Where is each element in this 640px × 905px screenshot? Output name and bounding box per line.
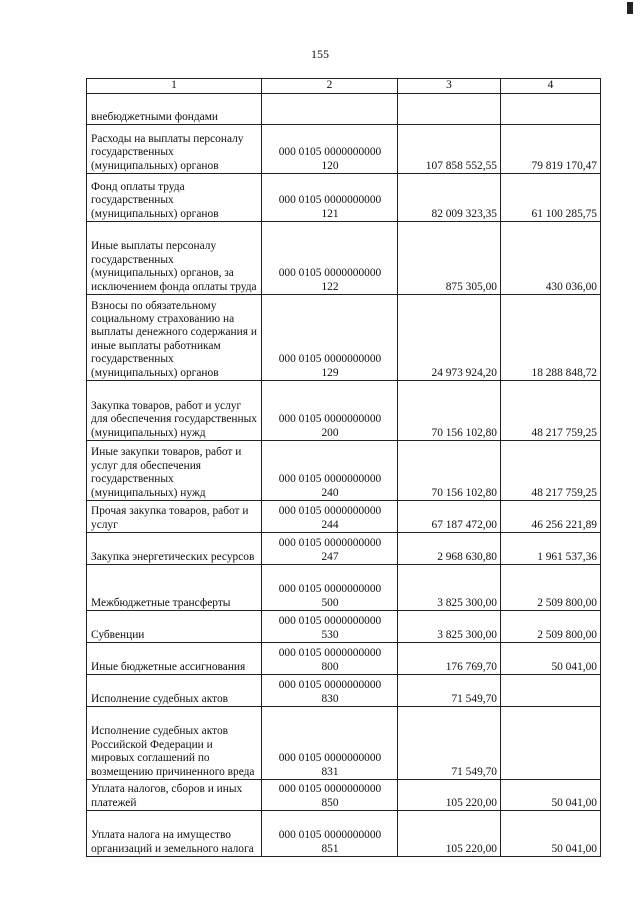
row-v3-cell: 176 769,70	[398, 643, 501, 675]
table-row	[87, 780, 601, 811]
code-prefix: 000 0105 0000000000	[278, 752, 382, 765]
code-suffix: 122	[321, 280, 339, 293]
column-header-4: 4	[501, 79, 601, 94]
code-prefix: 000 0105 0000000000	[278, 647, 382, 660]
row-v3-cell: 3 825 300,00	[398, 565, 501, 611]
budget-table	[86, 78, 601, 857]
code-prefix: 000 0105 0000000000	[278, 537, 382, 550]
row-code-cell	[262, 94, 398, 125]
row-name-cell: Исполнение судебных актов Российской Федерации и мировых соглашений по возмещению причиненного вреда	[87, 707, 262, 780]
column-header-3: 3	[398, 79, 501, 94]
row-v4-cell: 430 036,00	[501, 222, 601, 295]
code-suffix: 830	[321, 692, 339, 705]
code-suffix: 850	[321, 796, 339, 809]
table-row	[87, 811, 601, 857]
row-v4-cell: 50 041,00	[501, 780, 601, 811]
row-v3-cell: 70 156 102,80	[398, 381, 501, 441]
row-v3-cell: 71 549,70	[398, 675, 501, 707]
table-row	[87, 441, 601, 501]
row-v4-cell	[501, 707, 601, 780]
row-code-cell	[262, 611, 398, 643]
code-prefix: 000 0105 0000000000	[278, 267, 382, 280]
row-code-cell	[262, 675, 398, 707]
code-prefix: 000 0105 0000000000	[278, 194, 382, 207]
row-code-cell	[262, 811, 398, 857]
row-name-cell: Исполнение судебных актов	[87, 675, 262, 707]
code-prefix: 000 0105 0000000000	[278, 505, 382, 518]
row-v4-cell: 79 819 170,47	[501, 125, 601, 174]
table-row	[87, 125, 601, 174]
row-code-cell	[262, 222, 398, 295]
row-v4-cell	[501, 675, 601, 707]
row-v4-cell: 48 217 759,25	[501, 381, 601, 441]
row-code-cell	[262, 707, 398, 780]
table-row	[87, 295, 601, 381]
row-v3-cell: 105 220,00	[398, 780, 501, 811]
code-prefix: 000 0105 0000000000	[278, 473, 382, 486]
row-v3-cell: 82 009 323,35	[398, 174, 501, 222]
table-row	[87, 94, 601, 125]
code-suffix: 120	[321, 159, 339, 172]
code-suffix: 800	[321, 660, 339, 673]
scan-edge-mark	[627, 2, 633, 14]
row-name-cell: Межбюджетные трансферты	[87, 565, 262, 611]
table-row	[87, 565, 601, 611]
table-row	[87, 675, 601, 707]
code-suffix: 500	[321, 596, 339, 609]
code-prefix: 000 0105 0000000000	[278, 413, 382, 426]
row-code-cell	[262, 441, 398, 501]
row-v3-cell	[398, 94, 501, 125]
column-header-2: 2	[262, 79, 398, 94]
table-row	[87, 533, 601, 565]
row-v4-cell: 61 100 285,75	[501, 174, 601, 222]
code-prefix: 000 0105 0000000000	[278, 146, 382, 159]
row-name-cell: Закупка товаров, работ и услуг для обеспечения государственных (муниципальных) нужд	[87, 381, 262, 441]
table-row	[87, 501, 601, 533]
table-row	[87, 611, 601, 643]
row-name-cell: Взносы по обязательному социальному страхованию на выплаты денежного содержания и иные выплаты работникам государственных (муниципальных) органов	[87, 295, 262, 381]
row-v3-cell: 67 187 472,00	[398, 501, 501, 533]
table-row	[87, 381, 601, 441]
code-suffix: 200	[321, 426, 339, 439]
code-prefix: 000 0105 0000000000	[278, 615, 382, 628]
table-row	[87, 707, 601, 780]
row-name-cell: Уплата налогов, сборов и иных платежей	[87, 780, 262, 811]
code-suffix: 851	[321, 842, 339, 855]
row-v3-cell: 70 156 102,80	[398, 441, 501, 501]
row-v3-cell: 107 858 552,55	[398, 125, 501, 174]
row-v3-cell: 71 549,70	[398, 707, 501, 780]
table-row	[87, 174, 601, 222]
row-code-cell	[262, 780, 398, 811]
row-name-cell: Фонд оплаты труда государственных (муниципальных) органов	[87, 174, 262, 222]
row-code-cell	[262, 174, 398, 222]
code-suffix: 247	[321, 550, 339, 563]
row-v3-cell: 875 305,00	[398, 222, 501, 295]
row-v4-cell: 46 256 221,89	[501, 501, 601, 533]
row-name-cell: Уплата налога на имущество организаций и земельного налога	[87, 811, 262, 857]
row-name-cell: Иные выплаты персоналу государственных (муниципальных) органов, за исключением фонда оплаты труда	[87, 222, 262, 295]
code-suffix: 530	[321, 628, 339, 641]
column-header-1: 1	[87, 79, 262, 94]
code-suffix: 244	[321, 518, 339, 531]
row-v4-cell: 50 041,00	[501, 811, 601, 857]
code-prefix: 000 0105 0000000000	[278, 783, 382, 796]
row-code-cell	[262, 381, 398, 441]
row-v3-cell: 24 973 924,20	[398, 295, 501, 381]
table-row	[87, 222, 601, 295]
row-code-cell	[262, 565, 398, 611]
row-v3-cell: 105 220,00	[398, 811, 501, 857]
code-suffix: 129	[321, 366, 339, 379]
code-prefix: 000 0105 0000000000	[278, 679, 382, 692]
row-v4-cell: 48 217 759,25	[501, 441, 601, 501]
table-row	[87, 643, 601, 675]
row-name-cell: Субвенции	[87, 611, 262, 643]
row-code-cell	[262, 125, 398, 174]
row-v4-cell: 18 288 848,72	[501, 295, 601, 381]
row-v3-cell: 3 825 300,00	[398, 611, 501, 643]
page-number: 155	[311, 47, 329, 61]
code-suffix: 831	[321, 765, 339, 778]
table-header-row	[87, 79, 601, 94]
row-v4-cell: 1 961 537,36	[501, 533, 601, 565]
code-prefix: 000 0105 0000000000	[278, 583, 382, 596]
row-code-cell	[262, 295, 398, 381]
row-name-cell: Прочая закупка товаров, работ и услуг	[87, 501, 262, 533]
row-code-cell	[262, 501, 398, 533]
row-v4-cell: 50 041,00	[501, 643, 601, 675]
code-prefix: 000 0105 0000000000	[278, 829, 382, 842]
row-name-cell: Закупка энергетических ресурсов	[87, 533, 262, 565]
code-suffix: 121	[321, 207, 339, 220]
code-suffix: 240	[321, 486, 339, 499]
row-name-cell: Иные бюджетные ассигнования	[87, 643, 262, 675]
row-code-cell	[262, 533, 398, 565]
row-v4-cell: 2 509 800,00	[501, 565, 601, 611]
code-prefix: 000 0105 0000000000	[278, 353, 382, 366]
row-v3-cell: 2 968 630,80	[398, 533, 501, 565]
row-v4-cell: 2 509 800,00	[501, 611, 601, 643]
row-name-cell: Расходы на выплаты персоналу государственных (муниципальных) органов	[87, 125, 262, 174]
row-v4-cell	[501, 94, 601, 125]
row-code-cell	[262, 643, 398, 675]
row-name-cell: Иные закупки товаров, работ и услуг для обеспечения государственных (муниципальных) нужд	[87, 441, 262, 501]
row-name-cell: внебюджетными фондами	[87, 94, 262, 125]
